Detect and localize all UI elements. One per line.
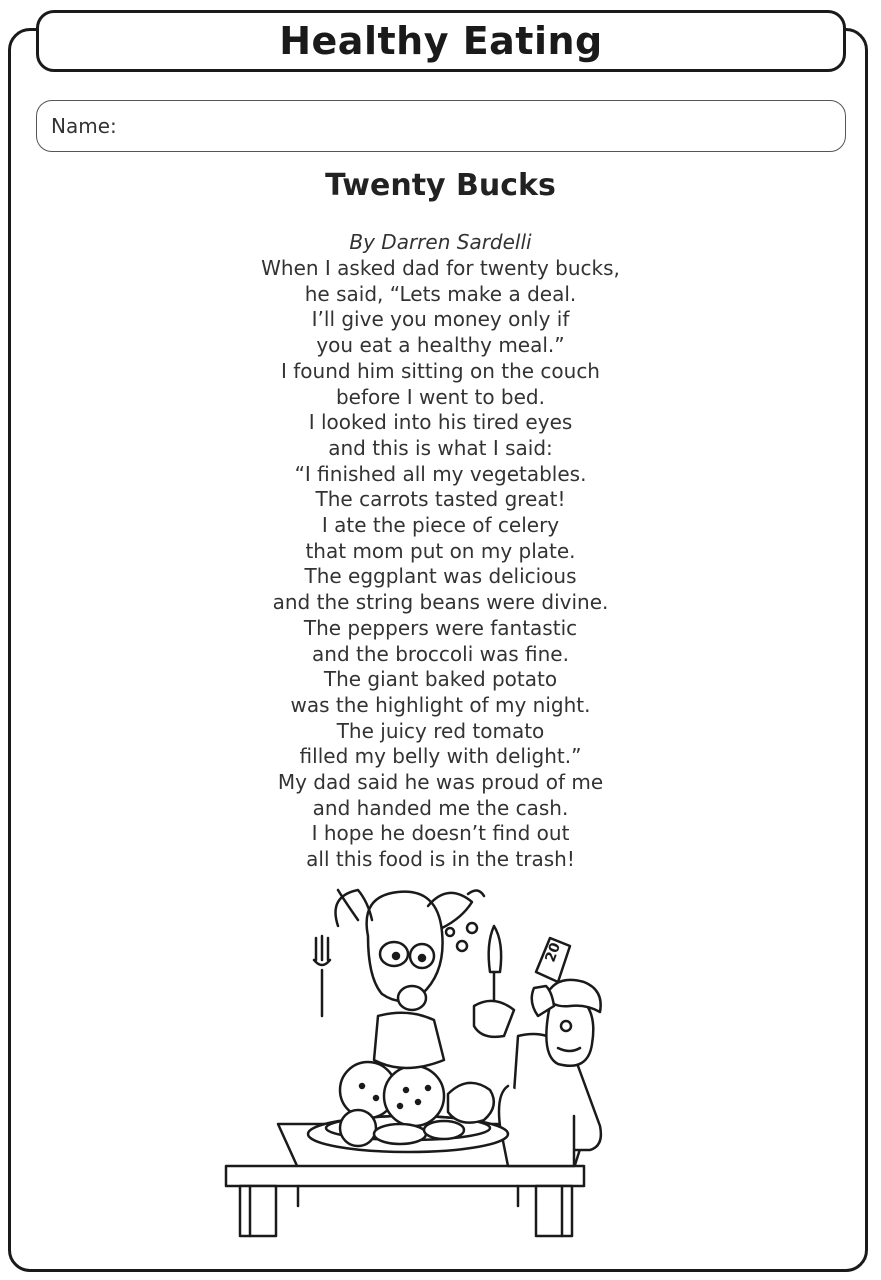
poem-line: that mom put on my plate.: [305, 538, 576, 563]
poem-line: and the string beans were divine.: [272, 590, 609, 615]
name-label: Name:: [51, 114, 117, 138]
poem-author: By Darren Sardelli: [349, 230, 532, 254]
poem-line: The peppers were fantastic: [303, 615, 578, 640]
poem-body: [0, 256, 881, 873]
cartoon-illustration: [218, 876, 648, 1248]
poem-line: When I asked dad for twenty bucks,: [261, 256, 620, 280]
name-field[interactable]: [36, 100, 846, 152]
poem-line: The juicy red tomato: [336, 718, 545, 743]
poem-line: I looked into his tired eyes: [308, 410, 573, 435]
poem-line: The giant baked potato: [323, 667, 558, 692]
poem-line: filled my belly with delight.”: [299, 744, 582, 769]
poem-line: The carrots tasted great!: [315, 487, 566, 512]
poem-line: I’ll give you money only if: [311, 307, 570, 332]
poem-line: you eat a healthy meal.”: [316, 333, 565, 358]
poem-line: “I finished all my vegetables.: [294, 461, 587, 486]
poem-line: he said, “Lets make a deal.: [304, 281, 577, 306]
poem-line: before I went to bed.: [335, 384, 545, 409]
food-plate-drawing: [308, 1062, 508, 1152]
poem-line: I hope he doesn’t find out: [311, 821, 570, 846]
girl-drawing: [314, 890, 514, 1068]
poem-line: I ate the piece of celery: [321, 513, 560, 538]
poem-line: and handed me the cash.: [312, 795, 569, 820]
worksheet-title-banner: [36, 10, 846, 72]
poem-line: I found him sitting on the couch: [281, 358, 600, 383]
poem-line: The eggplant was delicious: [304, 564, 577, 589]
poem-line: all this food is in the trash!: [306, 847, 575, 872]
poem-line: My dad said he was proud of me: [277, 770, 604, 795]
poem-line: and the broccoli was fine.: [312, 641, 569, 666]
dad-drawing: [499, 938, 601, 1166]
poem-title: Twenty Bucks: [325, 168, 556, 203]
poem-line: was the highlight of my night.: [290, 692, 591, 717]
worksheet-title: Healthy Eating: [279, 19, 603, 63]
poem-line: and this is what I said:: [328, 435, 553, 460]
banknote-label: 20: [542, 940, 565, 965]
